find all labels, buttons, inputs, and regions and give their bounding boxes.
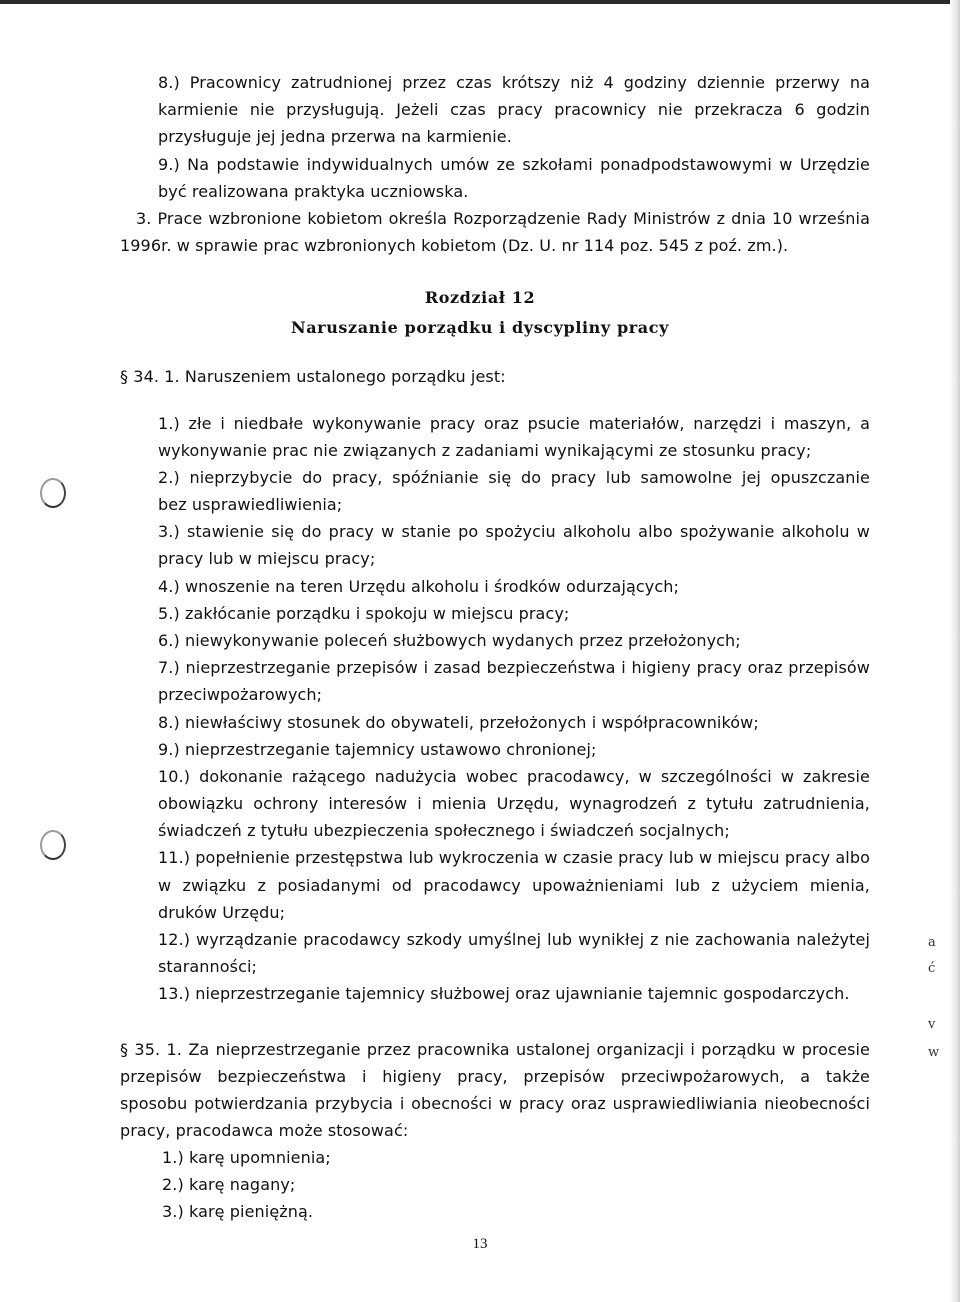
list-item-continuation: wykonywanie prac nie związanych z zadaniami wynikającymi ze stosunku pracy; [158,441,812,460]
section-intro: § 34. 1. Naruszeniem ustalonego porządku jest: [120,367,506,386]
punch-hole-icon [40,478,66,508]
chapter-subtitle: Naruszanie porządku i dyscypliny pracy [290,318,670,337]
list-item: 2.) karę nagany; [162,1175,296,1194]
chapter-title: Rozdział 12 [424,288,536,307]
list-item: 2.) nieprzybycie do pracy, spóźnianie się do pracy lub samowolne jej opuszczanie [158,468,870,487]
list-item: 7.) nieprzestrzeganie przepisów i zasad bezpieczeństwa i higieny pracy oraz przepisów [158,658,870,677]
paragraph-line: karmienie nie przysługują. Jeżeli czas pracy pracownicy nie przekracza 6 godzin [158,100,870,119]
list-item-continuation: w związku z posiadanymi od pracodawcy upoważnieniami lub z użyciem mienia, [158,876,870,895]
paragraph-line: sposobu potwierdzania przybycia i obecności w pracy oraz usprawiedliwiania nieobecności [120,1094,870,1113]
paragraph-line: 3. Prace wzbronione kobietom określa Rozporządzenie Rady Ministrów z dnia 10 września [136,209,870,228]
list-item: 9.) nieprzestrzeganie tajemnicy ustawowo chronionej; [158,740,597,759]
list-item: 6.) niewykonywanie poleceń służbowych wydanych przez przełożonych; [158,631,741,650]
margin-fragment: a [928,935,936,950]
list-item-continuation: staranności; [158,957,258,976]
list-item-continuation: obowiązku ochrony interesów i mienia Urzędu, wynagrodzeń z tytułu zatrudnienia, [158,794,870,813]
list-item: 5.) zakłócanie porządku i spokoju w miejscu pracy; [158,604,570,623]
list-item: 10.) dokonanie rażącego nadużycia wobec pracodawcy, w szczególności w zakresie [158,767,870,786]
paragraph-line: być realizowana praktyka uczniowska. [158,182,469,201]
scan-top-edge [0,0,960,4]
list-item: 4.) wnoszenie na teren Urzędu alkoholu i środków odurzających; [158,577,680,596]
list-item: 1.) karę upomnienia; [162,1148,331,1167]
list-item-continuation: bez usprawiedliwienia; [158,495,343,514]
list-item-continuation: przeciwpożarowych; [158,685,323,704]
margin-fragment: v [928,1017,936,1032]
list-item: 3.) stawienie się do pracy w stanie po spożyciu alkoholu albo spożywanie alkoholu w [158,522,870,541]
list-item: 1.) złe i niedbałe wykonywanie pracy oraz psucie materiałów, narzędzi i maszyn, a [158,414,870,433]
margin-fragment: w [928,1045,940,1060]
list-item: 3.) karę pieniężną. [162,1202,314,1221]
list-item-continuation: świadczeń z tytułu ubezpieczenia społecznego i świadczeń socjalnych; [158,821,730,840]
paragraph-line: 9.) Na podstawie indywidualnych umów ze szkołami ponadpodstawowymi w Urzędzie [158,155,870,174]
paragraph-line: 8.) Pracownicy zatrudnionej przez czas krótszy niż 4 godziny dziennie przerwy na [158,73,870,92]
list-item-continuation: druków Urzędu; [158,903,286,922]
page-number: 13 [472,1236,488,1252]
list-item: 12.) wyrządzanie pracodawcy szkody umyślnej lub wynikłej z nie zachowania należytej [158,930,870,949]
paragraph-line: 1996r. w sprawie prac wzbronionych kobietom (Dz. U. nr 114 poz. 545 z poź. zm.). [120,236,789,255]
list-item: 13.) nieprzestrzeganie tajemnicy służbowej oraz ujawnianie tajemnic gospodarczych. [158,984,850,1003]
paragraph-line: pracy, pracodawca może stosować: [120,1121,409,1140]
paragraph-line: przepisów bezpieczeństwa i higieny pracy, przepisów przeciwpożarowych, a także [120,1067,870,1086]
paragraph-line: § 35. 1. Za nieprzestrzeganie przez pracownika ustalonej organizacji i porządku w procesie [120,1040,870,1059]
paragraph-line: przysługuje jej jedna przerwa na karmienie. [158,127,512,146]
margin-fragment: ć [928,961,936,976]
list-item: 11.) popełnienie przestępstwa lub wykroczenia w czasie pracy lub w miejscu pracy albo [158,848,870,867]
list-item-continuation: pracy lub w miejscu pracy; [158,549,376,568]
scan-right-edge [950,0,960,1302]
punch-hole-icon [40,830,66,860]
list-item: 8.) niewłaściwy stosunek do obywateli, przełożonych i współpracowników; [158,713,759,732]
